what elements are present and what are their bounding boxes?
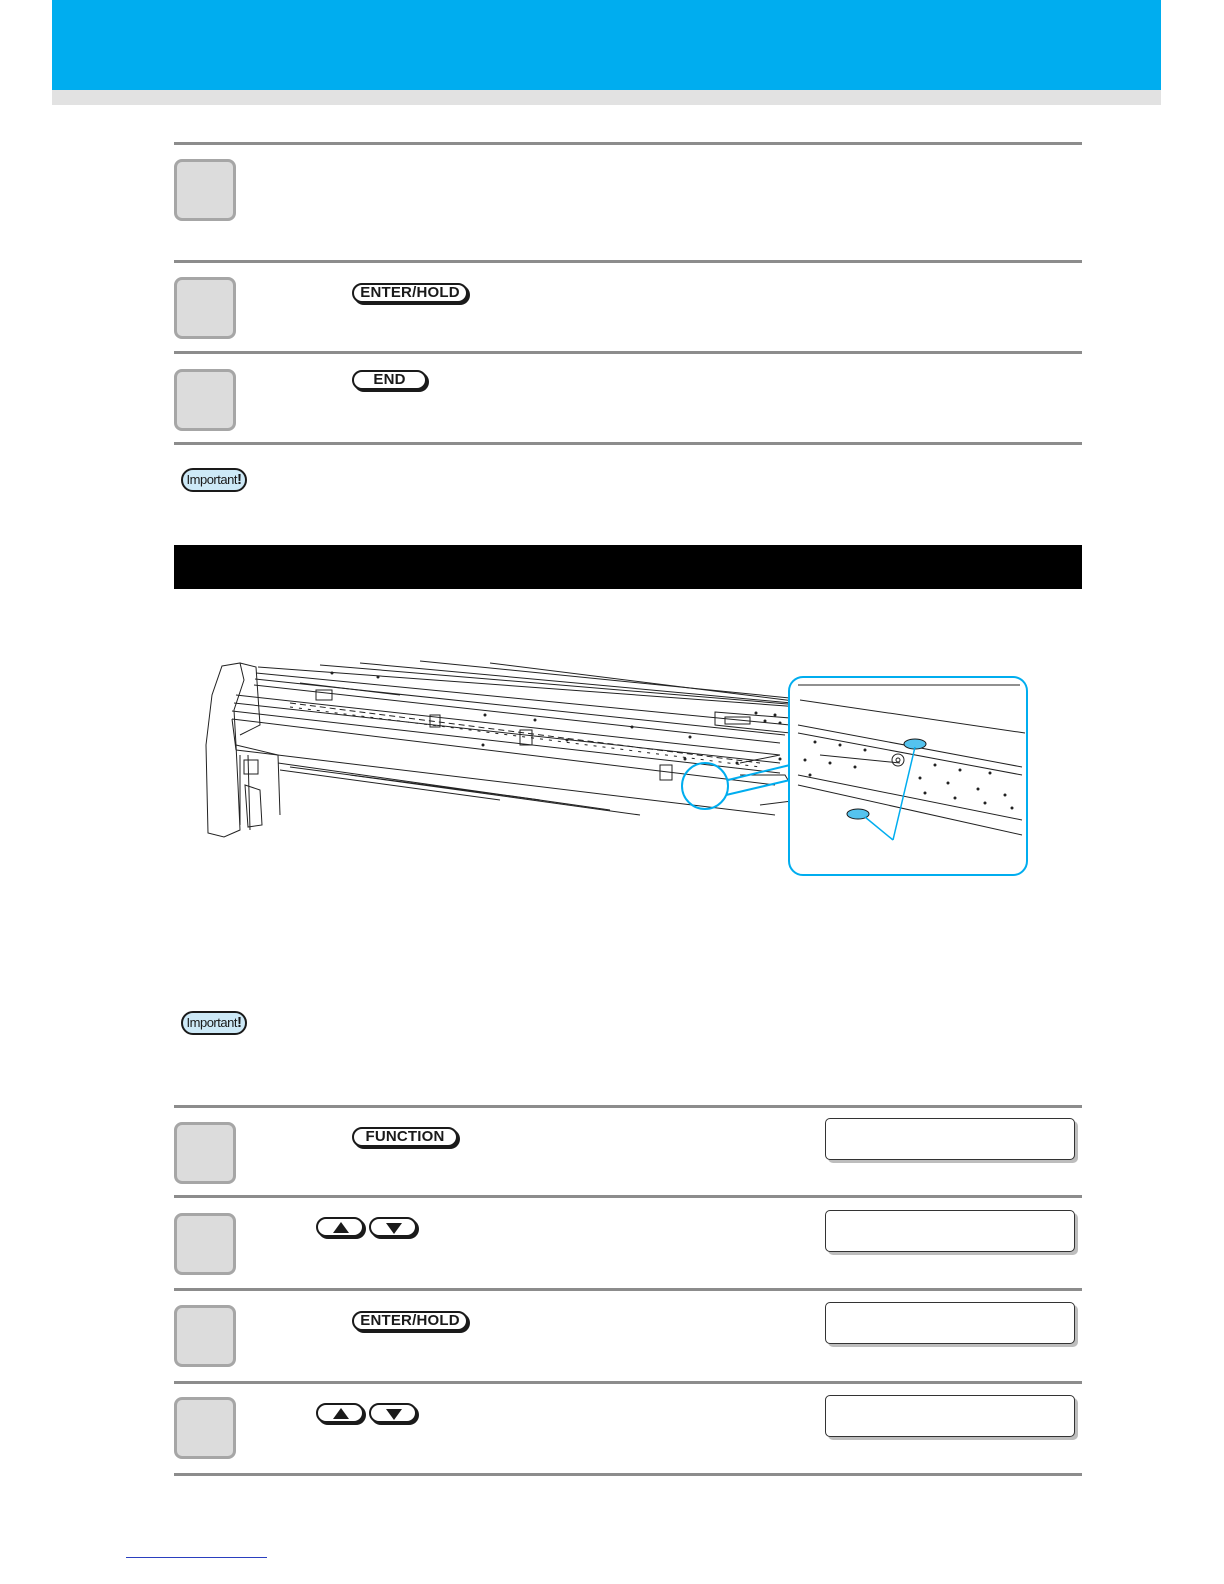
step-number-box (174, 159, 236, 221)
important-badge: Important! (181, 1011, 247, 1035)
end-key[interactable]: END (352, 370, 427, 390)
header-shadow (52, 90, 1161, 105)
step-number-box (174, 369, 236, 431)
up-arrow-key[interactable] (316, 1403, 364, 1423)
down-arrow-key[interactable] (369, 1403, 417, 1423)
divider (174, 1195, 1082, 1198)
enter-hold-key[interactable]: ENTER/HOLD (352, 1311, 468, 1331)
lcd-display (825, 1118, 1075, 1160)
lcd-display (825, 1302, 1075, 1344)
divider (174, 1473, 1082, 1476)
step-number-box (174, 1397, 236, 1459)
step-number-box (174, 1305, 236, 1367)
divider (174, 260, 1082, 263)
lcd-display (825, 1210, 1075, 1252)
divider (174, 1381, 1082, 1384)
divider (174, 1288, 1082, 1291)
down-arrow-key[interactable] (369, 1217, 417, 1237)
up-arrow-icon (331, 1221, 351, 1235)
section-heading-bar (174, 545, 1082, 589)
enter-hold-key[interactable]: ENTER/HOLD (352, 283, 468, 303)
step-number-box (174, 1122, 236, 1184)
plotter-illustration (200, 655, 1040, 880)
down-arrow-icon (384, 1407, 404, 1421)
divider (174, 142, 1082, 145)
step-number-box (174, 1213, 236, 1275)
important-badge: Important! (181, 468, 247, 492)
footer-link-underline[interactable] (126, 1557, 267, 1558)
step-number-box (174, 277, 236, 339)
function-key[interactable]: FUNCTION (352, 1127, 458, 1147)
divider (174, 442, 1082, 445)
down-arrow-icon (384, 1221, 404, 1235)
divider (174, 351, 1082, 354)
up-arrow-key[interactable] (316, 1217, 364, 1237)
up-arrow-icon (331, 1407, 351, 1421)
divider (174, 1105, 1082, 1108)
lcd-display (825, 1395, 1075, 1437)
header-bar (52, 0, 1161, 90)
